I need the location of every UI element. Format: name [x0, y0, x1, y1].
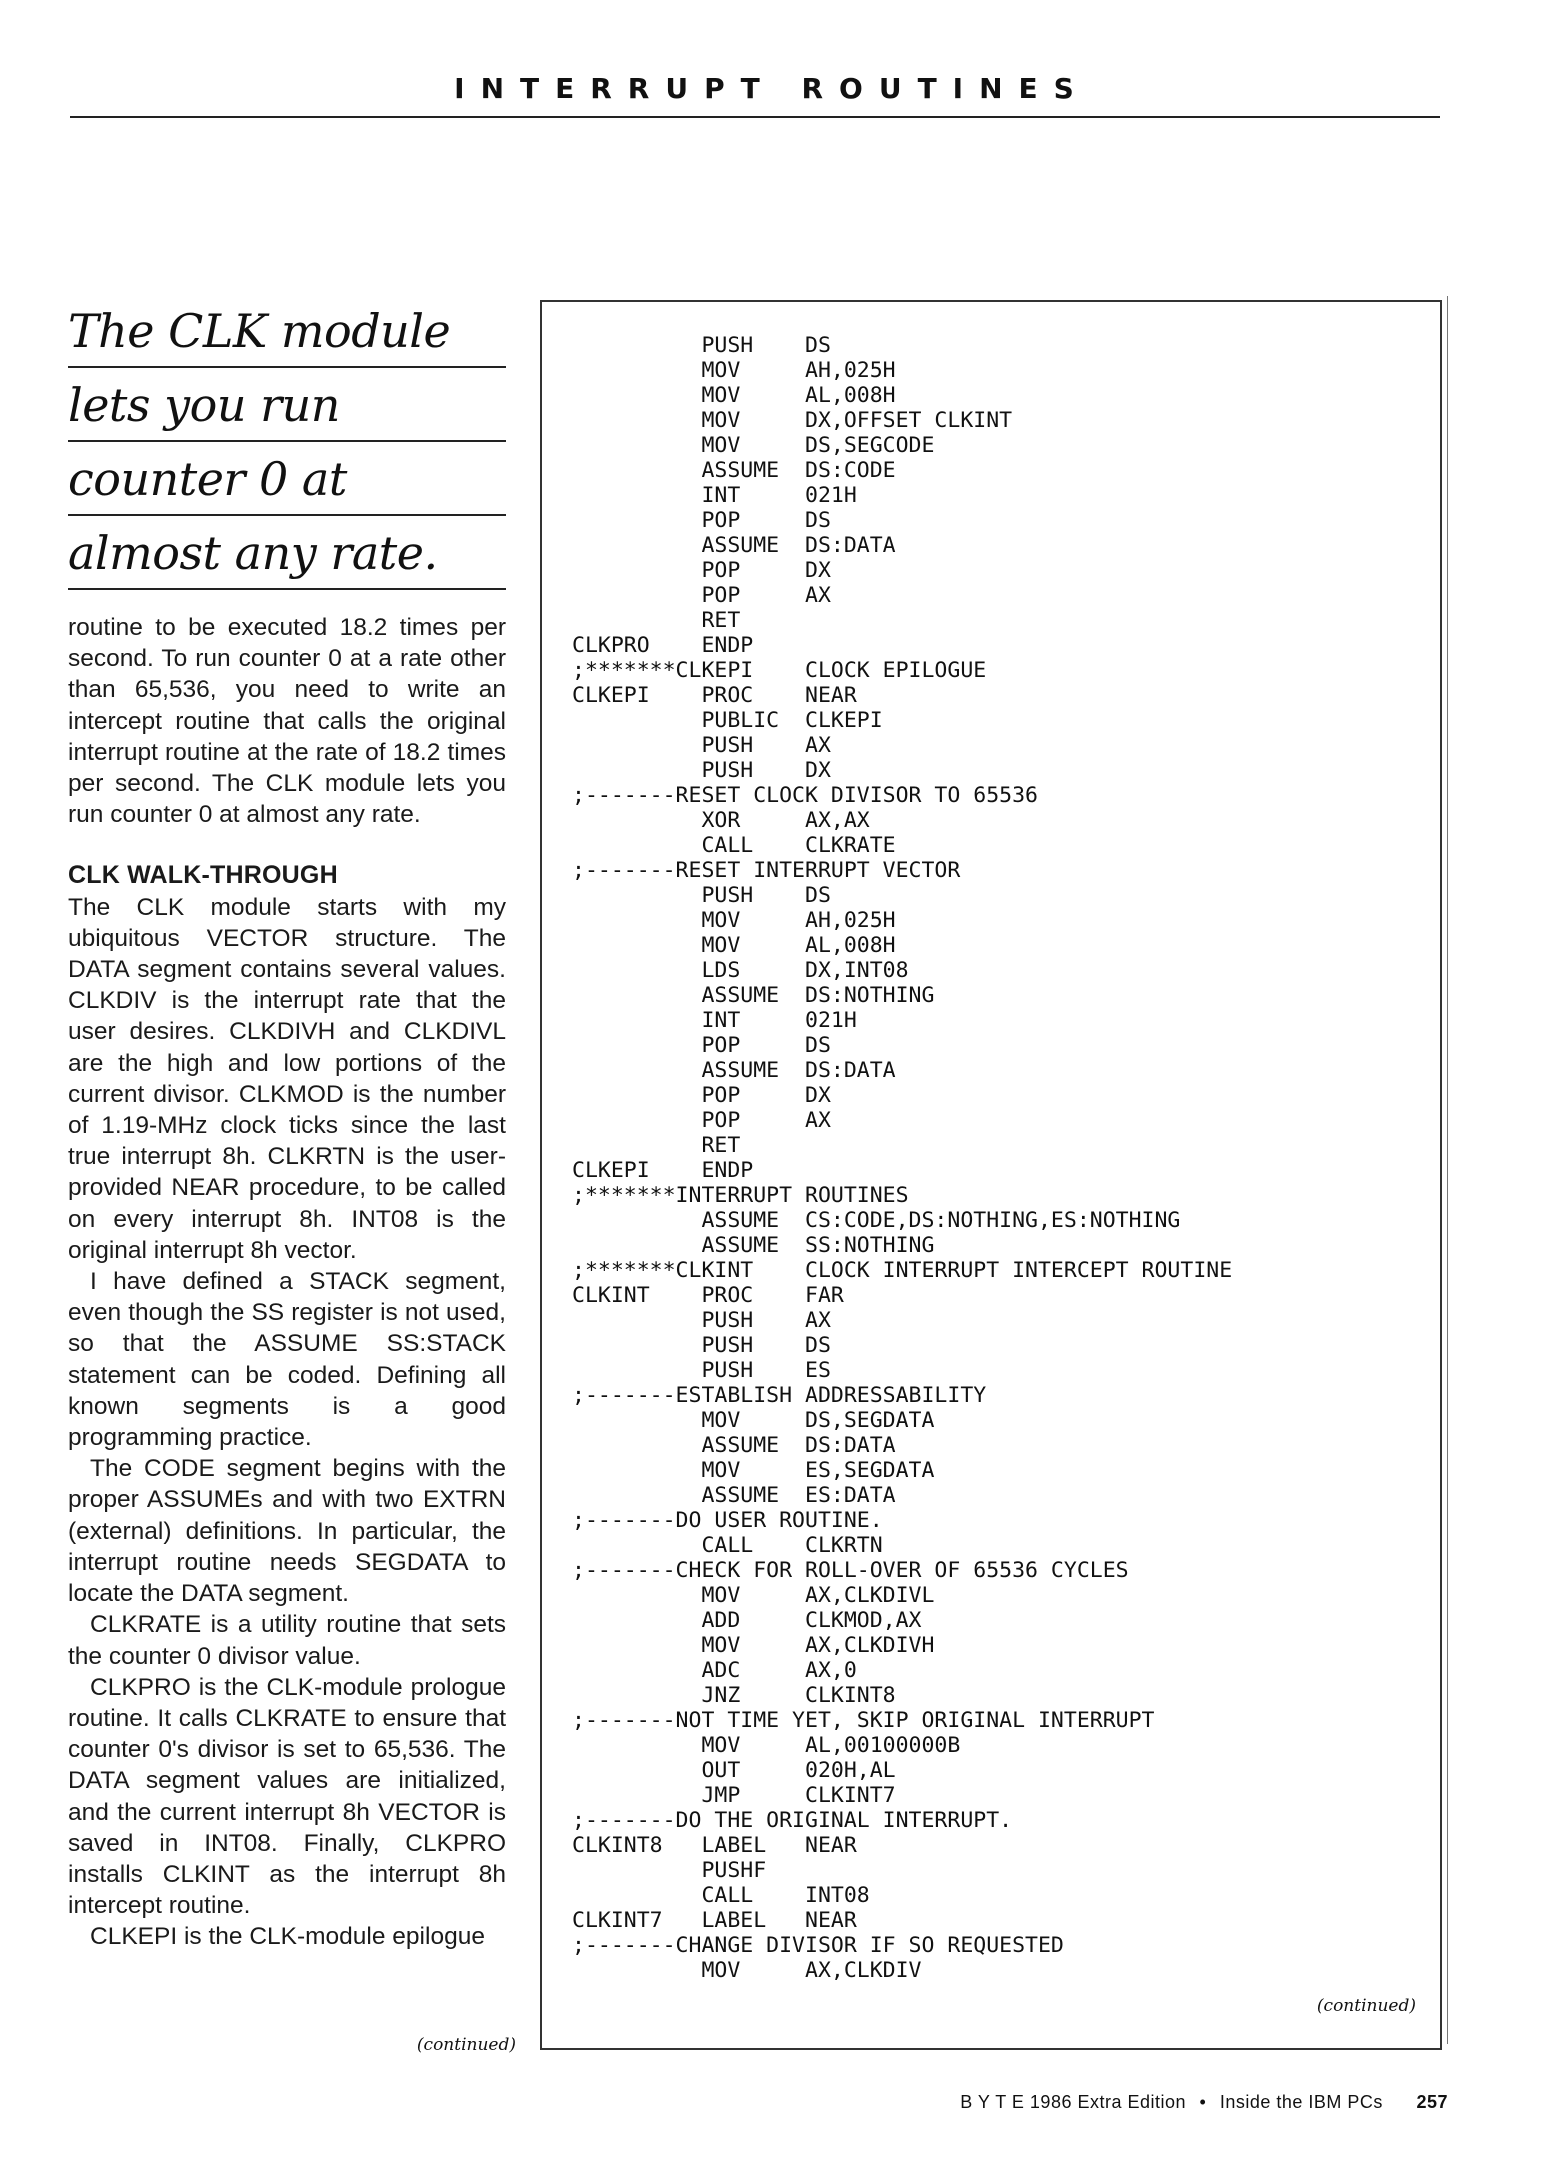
code-line: MOV AH,025H: [572, 908, 896, 933]
code-line: JMP CLKINT7: [572, 1783, 896, 1808]
code-line: PUSH DX: [572, 758, 831, 783]
page-footer: [960, 2092, 1448, 2113]
code-line: ADD CLKMOD,AX: [572, 1608, 922, 1633]
code-line: MOV AX,CLKDIVH: [572, 1633, 935, 1658]
listing-continued-label: (continued): [1316, 1996, 1416, 2016]
code-line: ;-------CHANGE DIVISOR IF SO REQUESTED: [572, 1933, 1064, 1958]
code-line: ;-------DO THE ORIGINAL INTERRUPT.: [572, 1808, 1013, 1833]
code-line: POP AX: [572, 1108, 831, 1133]
code-line: ;-------CHECK FOR ROLL-OVER OF 65536 CYCLES: [572, 1558, 1129, 1583]
code-line: ;-------ESTABLISH ADDRESSABILITY: [572, 1383, 987, 1408]
code-line: MOV ES,SEGDATA: [572, 1458, 935, 1483]
code-line: MOV AH,025H: [572, 358, 896, 383]
code-line: CLKEPI PROC NEAR: [572, 683, 857, 708]
code-line: JNZ CLKINT8: [572, 1683, 896, 1708]
code-line: MOV DS,SEGCODE: [572, 433, 935, 458]
code-line: INT 021H: [572, 1008, 857, 1033]
body-paragraph: CLKPRO is the CLK-module prologue routine. It calls CLKRATE to ensure that counter 0's divisor is set to 65,536. The DATA segment values are initialized, and the current interrupt 8h VECTOR is saved in INT08. Finally, CLKPRO installs CLKINT as the interrupt 8h intercept routine.: [68, 1673, 506, 1920]
bullet-separator: •: [1199, 2092, 1207, 2112]
article-body: [68, 612, 506, 1953]
code-line: PUBLIC CLKEPI: [572, 708, 883, 733]
code-listing: [572, 333, 1232, 1983]
code-line: PUSH DS: [572, 883, 831, 908]
body-paragraph: I have defined a STACK segment, even though the SS register is not used, so that the ASSUME SS:STACK statement can be coded. Defining all known segments is a good programming practice.: [68, 1268, 506, 1452]
code-line: CLKINT7 LABEL NEAR: [572, 1908, 857, 1933]
code-line: RET: [572, 608, 741, 633]
code-line: PUSH AX: [572, 733, 831, 758]
code-line: ASSUME DS:DATA: [572, 533, 896, 558]
code-line: LDS DX,INT08: [572, 958, 909, 983]
code-line: OUT 020H,AL: [572, 1758, 896, 1783]
code-line: MOV DS,SEGDATA: [572, 1408, 935, 1433]
code-line: MOV AX,CLKDIV: [572, 1958, 922, 1983]
body-paragraph: CLKRATE is a utility routine that sets the counter 0 divisor value.: [68, 1611, 506, 1670]
code-line: MOV AL,008H: [572, 383, 896, 408]
body-paragraph: The CLK module starts with my ubiquitous VECTOR structure. The DATA segment contains several values. CLKDIV is the interrupt rate that the user desires. CLKDIVH and CLKDIVL are the high and low portions of the current divisor. CLKMOD is the number of 1.19-MHz clock ticks since the last true interrupt 8h. CLKRTN is the user-provided NEAR procedure, to be called on every interrupt 8h. INT08 is the original interrupt 8h vector.: [68, 893, 506, 1264]
code-line: CLKEPI ENDP: [572, 1158, 754, 1183]
code-line: POP AX: [572, 583, 831, 608]
section-subhead: CLK WALK-THROUGH: [68, 861, 338, 890]
code-line: PUSH DS: [572, 333, 831, 358]
page-number: 257: [1416, 2092, 1448, 2112]
code-line: PUSH ES: [572, 1358, 831, 1383]
code-line: ;*******INTERRUPT ROUTINES: [572, 1183, 909, 1208]
code-line: ADC AX,0: [572, 1658, 857, 1683]
header-rule: [70, 116, 1440, 118]
code-line: ASSUME DS:CODE: [572, 458, 896, 483]
code-line: ASSUME DS:DATA: [572, 1058, 896, 1083]
code-line: PUSH DS: [572, 1333, 831, 1358]
code-line: ASSUME CS:CODE,DS:NOTHING,ES:NOTHING: [572, 1208, 1181, 1233]
code-line: ;-------RESET CLOCK DIVISOR TO 65536: [572, 783, 1038, 808]
body-paragraph: routine to be executed 18.2 times per second. To run counter 0 at a rate other than 65,536, you need to write an intercept routine that calls the original interrupt routine at the rate of 18.2 times per second. The CLK module lets you run counter 0 at almost any rate.: [68, 614, 506, 829]
code-line: ;*******CLKINT CLOCK INTERRUPT INTERCEPT ROUTINE: [572, 1258, 1233, 1283]
code-listing-box: [540, 300, 1442, 2050]
code-line: MOV AX,CLKDIVL: [572, 1583, 935, 1608]
continued-label: (continued): [416, 2035, 516, 2055]
pull-quote-line: The CLK module: [68, 296, 506, 368]
code-line: CLKINT PROC FAR: [572, 1283, 844, 1308]
code-line: ASSUME DS:DATA: [572, 1433, 896, 1458]
code-line: POP DX: [572, 558, 831, 583]
body-paragraph: CLKEPI is the CLK-module epilogue: [90, 1923, 485, 1951]
code-line: CLKINT8 LABEL NEAR: [572, 1833, 857, 1858]
code-line: MOV AL,008H: [572, 933, 896, 958]
code-line: ASSUME ES:DATA: [572, 1483, 896, 1508]
pull-quote: [68, 296, 506, 590]
code-line: ASSUME SS:NOTHING: [572, 1233, 935, 1258]
code-line: ;-------RESET INTERRUPT VECTOR: [572, 858, 961, 883]
code-line: PUSH AX: [572, 1308, 831, 1333]
magazine-name: B Y T E 1986 Extra Edition: [960, 2092, 1187, 2112]
section-name: Inside the IBM PCs: [1219, 2092, 1383, 2112]
pull-quote-line: lets you run: [68, 370, 506, 442]
code-line: POP DS: [572, 1033, 831, 1058]
running-head: INTERRUPT ROUTINES: [454, 72, 1090, 105]
code-line: MOV AL,00100000B: [572, 1733, 961, 1758]
code-line: CALL CLKRATE: [572, 833, 896, 858]
pull-quote-line: counter 0 at: [68, 444, 506, 516]
code-line: ASSUME DS:NOTHING: [572, 983, 935, 1008]
body-paragraph: The CODE segment begins with the proper ASSUMEs and with two EXTRN (external) definitions. In particular, the interrupt routine needs SEGDATA to locate the DATA segment.: [68, 1455, 506, 1608]
code-line: MOV DX,OFFSET CLKINT: [572, 408, 1013, 433]
pull-quote-line: almost any rate.: [68, 518, 506, 590]
code-line: CLKPRO ENDP: [572, 633, 754, 658]
code-line: POP DX: [572, 1083, 831, 1108]
code-line: ;-------DO USER ROUTINE.: [572, 1508, 883, 1533]
code-line: POP DS: [572, 508, 831, 533]
code-line: RET: [572, 1133, 741, 1158]
code-line: ;*******CLKEPI CLOCK EPILOGUE: [572, 658, 987, 683]
code-line: INT 021H: [572, 483, 857, 508]
code-line: PUSHF: [572, 1858, 767, 1883]
code-line: XOR AX,AX: [572, 808, 870, 833]
code-line: CALL CLKRTN: [572, 1533, 883, 1558]
code-line: ;-------NOT TIME YET, SKIP ORIGINAL INTERRUPT: [572, 1708, 1155, 1733]
code-line: CALL INT08: [572, 1883, 870, 1908]
